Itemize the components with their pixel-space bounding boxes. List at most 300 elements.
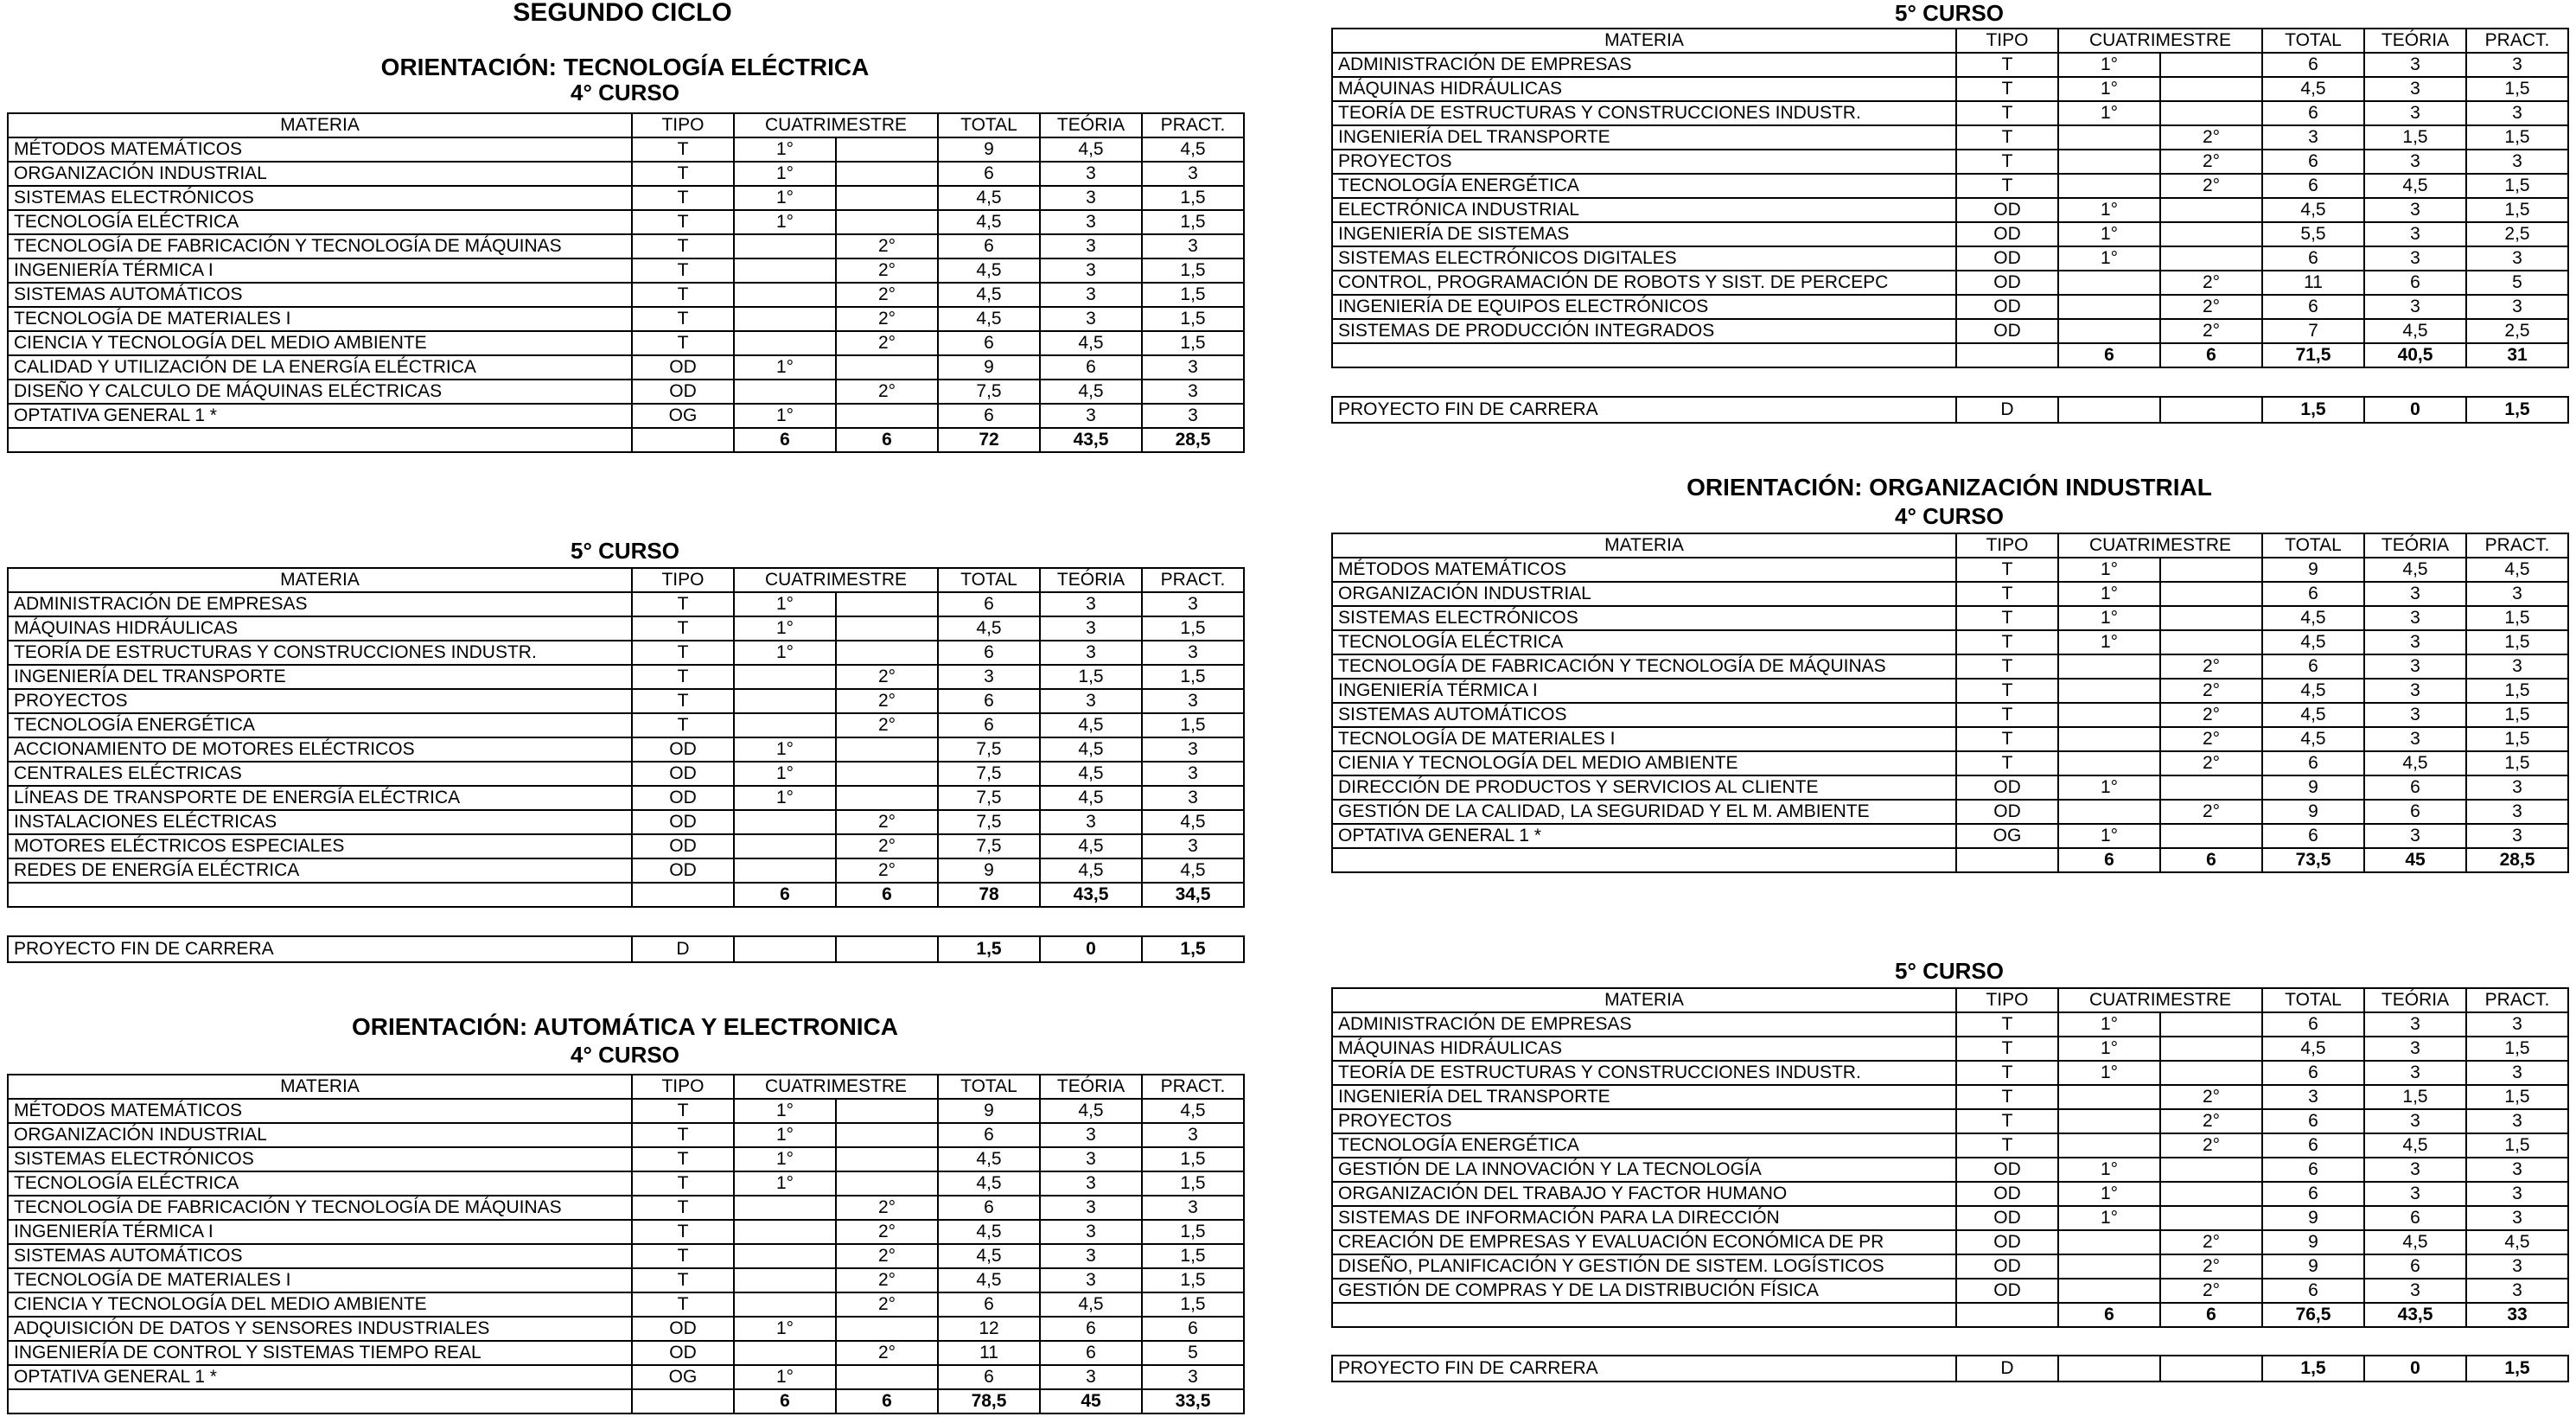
table-cell: DISEÑO, PLANIFICACIÓN Y GESTIÓN DE SISTEM. LOGÍSTICOS (1332, 1254, 1956, 1279)
table-row (1332, 1206, 2568, 1230)
table-cell: 3 (2364, 198, 2466, 222)
table-cell: T (1956, 1109, 2058, 1133)
table-cell: 3 (1040, 307, 1142, 331)
table-cell (2058, 800, 2160, 824)
table-cell: 4,5 (2262, 198, 2364, 222)
table-cell: T (1956, 582, 2058, 606)
table-row (8, 1123, 1244, 1147)
table-cell: 3 (2364, 582, 2466, 606)
table-cell: 7,5 (938, 762, 1040, 786)
table-cell: TECNOLOGÍA ELÉCTRICA (8, 1171, 632, 1196)
header-materia: MATERIA (8, 1075, 632, 1099)
table-cell: PROYECTOS (1332, 150, 1956, 174)
table-row (1332, 606, 2568, 630)
table-cell: INGENIERÍA DE CONTROL Y SISTEMAS TIEMPO REAL (8, 1341, 632, 1365)
course-table-electrica-5 (7, 567, 1245, 908)
table-cell: 3 (1040, 1196, 1142, 1220)
proyecto-cell: 1,5 (2262, 397, 2364, 423)
table-cell: 6 (938, 234, 1040, 258)
table-cell: 3 (2364, 1037, 2466, 1061)
table-cell: 3 (2466, 101, 2568, 125)
table-cell: ELECTRÓNICA INDUSTRIAL (1332, 198, 1956, 222)
table-cell (2058, 150, 2160, 174)
orientation-title-automatica-4: ORIENTACIÓN: AUTOMÁTICA Y ELECTRONICA (351, 1013, 899, 1040)
header-tipo: TIPO (632, 1075, 734, 1099)
totals-cell (1956, 848, 2058, 872)
header-pract: PRACT. (2466, 988, 2568, 1012)
table-row (8, 210, 1244, 234)
table-cell: 4,5 (938, 258, 1040, 283)
table-row (1332, 1061, 2568, 1085)
table-cell: 6 (938, 404, 1040, 428)
table-cell: 1° (734, 1147, 836, 1171)
table-cell: 6 (2364, 271, 2466, 295)
table-cell: 3 (2466, 824, 2568, 848)
table-cell (836, 137, 938, 162)
table-cell: 3 (2364, 101, 2466, 125)
table-cell: T (632, 1147, 734, 1171)
table-cell: INSTALACIONES ELÉCTRICAS (8, 810, 632, 834)
table-cell: 2° (836, 307, 938, 331)
table-cell: T (632, 665, 734, 689)
table-cell: 3 (2466, 654, 2568, 679)
table-cell: 3 (1142, 592, 1244, 616)
table-cell: 3 (1142, 786, 1244, 810)
table-cell: 3 (2466, 1109, 2568, 1133)
table-cell: 6 (2262, 150, 2364, 174)
table-cell: T (632, 641, 734, 665)
table-cell (2058, 1133, 2160, 1158)
table-cell: T (1956, 101, 2058, 125)
table-cell: 2° (2160, 800, 2262, 824)
table-cell: OD (632, 1317, 734, 1341)
table-cell (2160, 101, 2262, 125)
table-row (8, 1317, 1244, 1341)
table-cell: MÉTODOS MATEMÁTICOS (1332, 558, 1956, 582)
table-cell: 3 (1040, 1123, 1142, 1147)
table-cell (2160, 606, 2262, 630)
table-row (1332, 150, 2568, 174)
table-cell: 4,5 (938, 1268, 1040, 1292)
table-cell: 4,5 (938, 283, 1040, 307)
table-cell (2058, 174, 2160, 198)
table-cell: 4,5 (2364, 751, 2466, 775)
table-cell: T (1956, 1085, 2058, 1109)
table-cell (2160, 198, 2262, 222)
table-cell: T (632, 1171, 734, 1196)
totals-cell: 71,5 (2262, 343, 2364, 367)
totals-cell: 76,5 (2262, 1303, 2364, 1327)
table-cell: 1,5 (1142, 331, 1244, 355)
table-cell: MÁQUINAS HIDRÁULICAS (1332, 77, 1956, 101)
table-cell (2160, 1182, 2262, 1206)
totals-cell (1332, 343, 1956, 367)
header-tipo: TIPO (1956, 988, 2058, 1012)
totals-cell: 28,5 (2466, 848, 2568, 872)
table-cell: 9 (2262, 775, 2364, 800)
totals-cell: 6 (2058, 1303, 2160, 1327)
table-cell: 2° (2160, 1133, 2262, 1158)
table-cell: T (632, 689, 734, 713)
table-cell: 4,5 (1040, 137, 1142, 162)
table-cell: 3 (1142, 1123, 1244, 1147)
table-cell: T (632, 210, 734, 234)
table-cell: 1° (2058, 1012, 2160, 1037)
table-cell (836, 1147, 938, 1171)
main-title: SEGUNDO CICLO (513, 0, 732, 27)
header-pract: PRACT. (2466, 29, 2568, 53)
table-cell: 6 (1040, 355, 1142, 380)
totals-cell: 72 (938, 428, 1040, 452)
table-cell: OD (1956, 800, 2058, 824)
table-row (1332, 751, 2568, 775)
table-row (8, 283, 1244, 307)
header-cuatrimestre: CUATRIMESTRE (734, 568, 938, 592)
table-cell: 2° (2160, 295, 2262, 319)
table-cell: 6 (2262, 53, 2364, 77)
table-row (8, 737, 1244, 762)
table-cell (734, 283, 836, 307)
header-cuatrimestre: CUATRIMESTRE (2058, 988, 2262, 1012)
table-cell: ACCIONAMIENTO DE MOTORES ELÉCTRICOS (8, 737, 632, 762)
table-cell: 1° (2058, 582, 2160, 606)
totals-row (8, 1389, 1244, 1413)
table-cell (734, 810, 836, 834)
table-cell: 2° (2160, 703, 2262, 727)
totals-cell (632, 883, 734, 907)
table-cell (2058, 679, 2160, 703)
table-header-row (8, 1075, 1244, 1099)
table-cell: 2° (2160, 1085, 2262, 1109)
table-cell (836, 1123, 938, 1147)
table-cell: ORGANIZACIÓN DEL TRABAJO Y FACTOR HUMANO (1332, 1182, 1956, 1206)
table-cell: 3 (1142, 1365, 1244, 1389)
table-cell: 3 (1142, 834, 1244, 858)
table-cell: 1,5 (1142, 283, 1244, 307)
table-cell: 4,5 (1040, 737, 1142, 762)
table-cell: T (1956, 1061, 2058, 1085)
table-cell: ADMINISTRACIÓN DE EMPRESAS (8, 592, 632, 616)
table-cell: 2° (2160, 174, 2262, 198)
table-row (8, 380, 1244, 404)
header-materia: MATERIA (8, 113, 632, 137)
table-cell: 1° (734, 786, 836, 810)
header-total: TOTAL (938, 568, 1040, 592)
header-total: TOTAL (2262, 533, 2364, 558)
table-cell: 4,5 (1040, 331, 1142, 355)
table-row (1332, 222, 2568, 246)
table-cell: OD (1956, 1279, 2058, 1303)
table-cell: 1° (2058, 246, 2160, 271)
table-cell: OPTATIVA GENERAL 1 * (8, 404, 632, 428)
table-cell: 4,5 (1142, 810, 1244, 834)
table-cell (734, 834, 836, 858)
table-cell: 9 (938, 1099, 1040, 1123)
table-cell: SISTEMAS AUTOMÁTICOS (1332, 703, 1956, 727)
table-cell: OD (1956, 1158, 2058, 1182)
header-tipo: TIPO (1956, 533, 2058, 558)
table-cell (836, 1171, 938, 1196)
table-cell: SISTEMAS DE PRODUCCIÓN INTEGRADOS (1332, 319, 1956, 343)
table-cell (2160, 246, 2262, 271)
table-cell: 3 (1040, 1268, 1142, 1292)
table-cell: 1,5 (1142, 616, 1244, 641)
totals-cell: 33,5 (1142, 1389, 1244, 1413)
table-cell (2058, 125, 2160, 150)
table-cell: CREACIÓN DE EMPRESAS Y EVALUACIÓN ECONÓMICA DE PR (1332, 1230, 1956, 1254)
table-row (1332, 1230, 2568, 1254)
totals-cell: 6 (2160, 343, 2262, 367)
table-cell: 1,5 (2466, 1085, 2568, 1109)
header-materia: MATERIA (8, 568, 632, 592)
table-cell: 11 (938, 1341, 1040, 1365)
proyecto-cell: 1,5 (2262, 1356, 2364, 1382)
table-cell: 3 (2466, 246, 2568, 271)
table-cell: 3 (2466, 775, 2568, 800)
table-cell (2160, 1206, 2262, 1230)
table-cell: T (632, 616, 734, 641)
table-cell: REDES DE ENERGÍA ELÉCTRICA (8, 858, 632, 883)
proyecto-cell: D (632, 936, 734, 962)
table-cell: 9 (938, 355, 1040, 380)
proyecto-cell: PROYECTO FIN DE CARRERA (8, 936, 632, 962)
table-cell: 2° (2160, 271, 2262, 295)
header-cuatrimestre: CUATRIMESTRE (734, 1075, 938, 1099)
table-row (1332, 679, 2568, 703)
table-cell: 1° (734, 1365, 836, 1389)
table-cell: 4,5 (2466, 1230, 2568, 1254)
table-cell (2058, 727, 2160, 751)
table-cell: 3 (1040, 162, 1142, 186)
table-cell (2058, 703, 2160, 727)
table-row (8, 137, 1244, 162)
table-cell: SISTEMAS ELECTRÓNICOS (8, 1147, 632, 1171)
table-cell: OD (632, 737, 734, 762)
table-cell: 2° (836, 665, 938, 689)
table-cell (2058, 319, 2160, 343)
table-cell: 3 (2466, 295, 2568, 319)
table-cell: T (632, 1099, 734, 1123)
table-cell: 2° (836, 1341, 938, 1365)
table-header-row (1332, 29, 2568, 53)
table-header-row (1332, 988, 2568, 1012)
table-cell: T (632, 713, 734, 737)
table-cell: 1,5 (2466, 630, 2568, 654)
table-cell: 3 (2364, 53, 2466, 77)
table-cell (2058, 654, 2160, 679)
table-cell: 3 (2466, 1158, 2568, 1182)
table-cell: 3 (2466, 150, 2568, 174)
totals-row (1332, 1303, 2568, 1327)
table-row (8, 810, 1244, 834)
header-teoria: TEÓRIA (2364, 988, 2466, 1012)
table-cell: 1° (734, 592, 836, 616)
table-cell (836, 404, 938, 428)
table-cell: 4,5 (938, 1244, 1040, 1268)
table-cell (836, 210, 938, 234)
table-cell: 6 (938, 713, 1040, 737)
table-cell: 1,5 (1142, 665, 1244, 689)
table-cell: 4,5 (938, 186, 1040, 210)
totals-cell: 6 (734, 883, 836, 907)
table-cell: T (1956, 1133, 2058, 1158)
totals-cell: 43,5 (1040, 883, 1142, 907)
table-cell (2058, 751, 2160, 775)
table-cell: SISTEMAS DE INFORMACIÓN PARA LA DIRECCIÓN (1332, 1206, 1956, 1230)
table-cell: TECNOLOGÍA ENERGÉTICA (1332, 174, 1956, 198)
table-cell: 4,5 (2262, 606, 2364, 630)
table-cell: 2° (2160, 319, 2262, 343)
table-cell: 6 (2364, 1254, 2466, 1279)
table-cell: 2° (836, 689, 938, 713)
header-materia: MATERIA (1332, 29, 1956, 53)
totals-cell: 6 (2058, 848, 2160, 872)
header-total: TOTAL (2262, 988, 2364, 1012)
totals-cell: 34,5 (1142, 883, 1244, 907)
table-cell: T (1956, 53, 2058, 77)
header-cuatrimestre: CUATRIMESTRE (2058, 29, 2262, 53)
table-cell: 2° (836, 713, 938, 737)
table-cell: 4,5 (938, 307, 1040, 331)
table-cell: OD (1956, 198, 2058, 222)
table-cell: 6 (2262, 246, 2364, 271)
table-cell (2160, 222, 2262, 246)
table-cell: 1,5 (2364, 1085, 2466, 1109)
table-cell: 3 (1040, 186, 1142, 210)
table-cell: 7,5 (938, 786, 1040, 810)
table-cell: 2° (2160, 125, 2262, 150)
table-row (8, 786, 1244, 810)
table-cell: 3 (2466, 800, 2568, 824)
table-cell: TEORÍA DE ESTRUCTURAS Y CONSTRUCCIONES INDUSTR. (1332, 101, 1956, 125)
course-table-organizacion-4 (1331, 533, 2569, 873)
table-cell: 3 (938, 665, 1040, 689)
table-cell: 2° (836, 1220, 938, 1244)
table-row (8, 1341, 1244, 1365)
table-cell: 1° (2058, 53, 2160, 77)
table-cell: 6 (938, 1365, 1040, 1389)
totals-row (8, 883, 1244, 907)
table-cell: T (1956, 558, 2058, 582)
table-cell (2160, 1158, 2262, 1182)
proyecto-cell: 0 (2364, 1356, 2466, 1382)
table-cell: CONTROL, PROGRAMACIÓN DE ROBOTS Y SIST. DE PERCEPC (1332, 271, 1956, 295)
table-cell: 6 (2262, 101, 2364, 125)
table-row (8, 641, 1244, 665)
table-cell: 6 (2262, 1012, 2364, 1037)
table-cell: 1° (2058, 1061, 2160, 1085)
table-cell: T (1956, 751, 2058, 775)
totals-cell: 6 (734, 428, 836, 452)
table-cell: 1,5 (2466, 751, 2568, 775)
table-row (1332, 824, 2568, 848)
header-teoria: TEÓRIA (1040, 113, 1142, 137)
table-cell: LÍNEAS DE TRANSPORTE DE ENERGÍA ELÉCTRICA (8, 786, 632, 810)
table-row (8, 858, 1244, 883)
table-cell (836, 186, 938, 210)
totals-cell (1332, 1303, 1956, 1327)
table-cell: 2° (2160, 727, 2262, 751)
table-cell: 4,5 (2262, 77, 2364, 101)
table-cell: OPTATIVA GENERAL 1 * (8, 1365, 632, 1389)
totals-cell: 6 (2160, 848, 2262, 872)
table-cell: 3 (1142, 737, 1244, 762)
table-row (8, 689, 1244, 713)
table-cell: 1,5 (2466, 703, 2568, 727)
table-cell: TECNOLOGÍA DE FABRICACIÓN Y TECNOLOGÍA DE MÁQUINAS (8, 1196, 632, 1220)
table-cell (2160, 558, 2262, 582)
table-row (8, 616, 1244, 641)
proyecto-row (1332, 397, 2568, 423)
table-cell: TECNOLOGÍA DE MATERIALES I (8, 1268, 632, 1292)
totals-cell (8, 1389, 632, 1413)
table-cell: 3 (2364, 654, 2466, 679)
table-cell: TECNOLOGÍA ENERGÉTICA (1332, 1133, 1956, 1158)
proyecto-cell: 1,5 (2466, 1356, 2568, 1382)
table-cell: 1,5 (2466, 77, 2568, 101)
totals-cell (1956, 343, 2058, 367)
table-cell (734, 258, 836, 283)
table-row (1332, 246, 2568, 271)
table-cell: 1° (2058, 824, 2160, 848)
table-cell: OD (632, 834, 734, 858)
table-cell: ORGANIZACIÓN INDUSTRIAL (1332, 582, 1956, 606)
table-cell: 3 (2364, 1061, 2466, 1085)
table-cell: SISTEMAS AUTOMÁTICOS (8, 283, 632, 307)
table-cell: 1,5 (1142, 1220, 1244, 1244)
table-cell: 3 (2364, 630, 2466, 654)
table-row (8, 404, 1244, 428)
table-cell: 3 (2466, 582, 2568, 606)
table-cell: 1° (2058, 1206, 2160, 1230)
table-cell: 6 (938, 162, 1040, 186)
table-cell: T (632, 234, 734, 258)
table-row (1332, 125, 2568, 150)
table-cell: OD (632, 762, 734, 786)
table-cell: INGENIERÍA DEL TRANSPORTE (1332, 125, 1956, 150)
table-row (1332, 319, 2568, 343)
table-cell: T (1956, 630, 2058, 654)
table-cell (2058, 271, 2160, 295)
table-cell: T (1956, 150, 2058, 174)
table-cell (734, 689, 836, 713)
table-row (1332, 198, 2568, 222)
table-cell: 6 (2262, 1133, 2364, 1158)
table-cell: 1,5 (1040, 665, 1142, 689)
table-row (1332, 101, 2568, 125)
table-cell: T (632, 1196, 734, 1220)
course-title-electrica-4: 4° CURSO (571, 80, 679, 105)
proyecto-cell (734, 936, 836, 962)
header-materia: MATERIA (1332, 988, 1956, 1012)
totals-cell: 43,5 (1040, 428, 1142, 452)
header-total: TOTAL (938, 1075, 1040, 1099)
table-cell: 1,5 (1142, 210, 1244, 234)
table-cell: OD (1956, 1230, 2058, 1254)
table-cell: 1° (734, 186, 836, 210)
totals-cell: 78,5 (938, 1389, 1040, 1413)
proyecto-cell: 1,5 (938, 936, 1040, 962)
table-row (8, 1171, 1244, 1196)
orientation-title-organizacion-4: ORIENTACIÓN: ORGANIZACIÓN INDUSTRIAL (1687, 474, 2212, 501)
totals-cell: 6 (2058, 343, 2160, 367)
proyecto-fin-de-carrera-table (1331, 1355, 2569, 1382)
proyecto-cell: D (1956, 1356, 2058, 1382)
totals-cell (8, 428, 632, 452)
proyecto-row (1332, 1356, 2568, 1382)
table-cell: 1° (734, 762, 836, 786)
table-cell: OD (1956, 775, 2058, 800)
